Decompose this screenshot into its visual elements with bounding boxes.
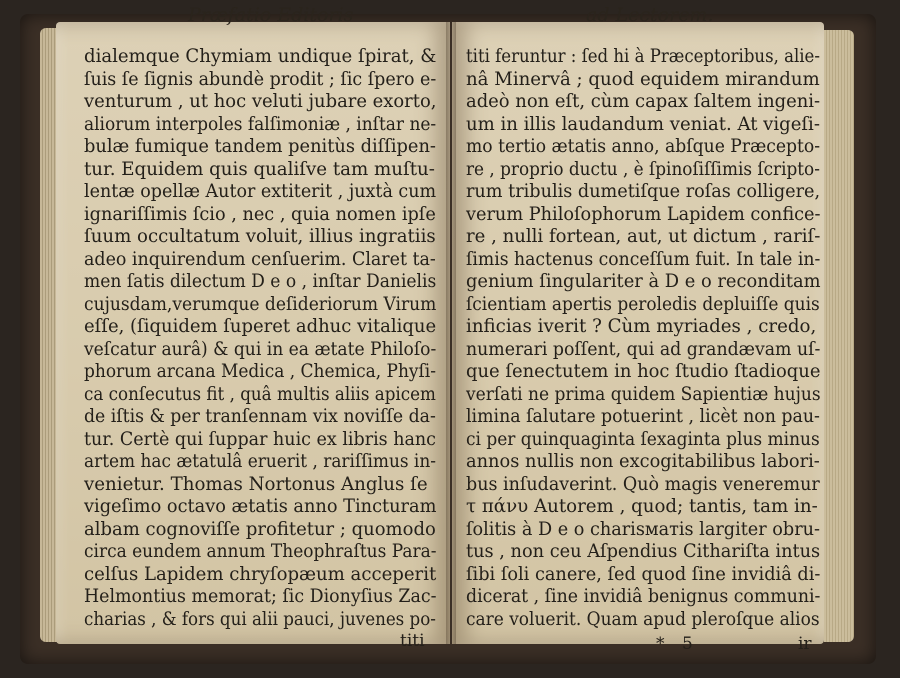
right-page-text (466, 46, 820, 631)
text-line: venturum , ut hoc veluti jubare exorto, (84, 91, 437, 112)
text-line: rum tribulis dumetiſque roſas colligere, (466, 181, 821, 202)
text-line: dialemque Chymiam undique ſpirat, & (84, 46, 437, 67)
text-line: de iſtis & per tranſennam vix noviſſe da- (84, 406, 436, 427)
text-line: ignariſſimis ſcio , nec , quia nomen ipſe (84, 203, 436, 225)
text-line: ſimis hactenus conceſſum fuit. In tale in- (466, 248, 821, 270)
text-line: dicerat , ſine invidiâ benignus communi- (466, 586, 821, 607)
text-line: que ſenectutem in hoc ſtudio ſtadioque (466, 361, 821, 382)
text-line: re , nulli fortean, aut, ut dictum , rariſ- (466, 226, 821, 247)
text-line: lentæ opellæ Autor extiterit , juxtà cum (84, 181, 437, 202)
text-line: phorum arcana Medica , Chemica, Phyſi- (84, 361, 436, 382)
text-line: tus , non ceu Aſpendius Cithariſta intus (466, 541, 821, 562)
right-running-header: ad Lectorem. (586, 4, 714, 26)
text-line: ſibi ſoli canere, ſed quod ſine invidiâ di- (466, 563, 821, 585)
text-line: numerari poſſent, qui ad grandævam uſ- (466, 338, 821, 360)
text-line: ſuis ſe ſignis abundè prodit ; ſic ſpero e- (84, 68, 437, 90)
text-line: genium ſingulariter à D e o reconditam (466, 271, 821, 292)
text-line: ſuum occultatum voluit, illius ingratiis (84, 226, 436, 247)
text-line: tur. Equidem quis qualiſve tam muſtu- (84, 158, 435, 180)
signature-number: 5 (682, 634, 693, 654)
text-line: ci per quinquaginta ſexaginta plus minus (466, 428, 820, 450)
text-line: charias , & fors qui alii pauci, juvenes po- (84, 608, 436, 630)
text-line: titi feruntur : ſed hi à Præceptoribus, alie- (466, 46, 820, 67)
text-line: adeo inquirendum cenſuerim. Claret ta- (84, 248, 436, 270)
signature-mark: * (656, 634, 665, 654)
text-line: inficias iverit ? Cùm myriades , credo, (466, 316, 817, 337)
text-line: um in illis laudandum veniat. At vigeſi- (466, 113, 820, 135)
text-line: verſati ne prima quidem Sapientiæ hujus (466, 383, 821, 405)
text-line: Helmontius memorat; ſic Dionyſius Zac- (84, 586, 437, 607)
text-line: limina ſalutare potuerint , licèt non pau- (466, 406, 820, 427)
left-catchword: titi (400, 631, 425, 651)
left-page-text (84, 46, 436, 631)
text-line: τ πάνυ Autorem , quod; tantis, tam in- (466, 496, 818, 517)
text-line: artem hac ætatulâ eruerit , rariſſimus in- (84, 451, 436, 472)
right-page-edges (824, 30, 854, 642)
right-catchword: ir (798, 634, 812, 654)
text-line: circa eundem annum Theophraſtus Para- (84, 541, 437, 562)
text-line: men ſatis dilectum D e o , inſtar Danielis (84, 271, 437, 292)
text-line: ca conſecutus fit , quâ multis aliis apicem (84, 383, 436, 405)
text-line: eſſe, (ſiquidem ſuperet adhuc vitalique (84, 316, 437, 337)
text-line: verum Philoſophorum Lapidem confice- (466, 203, 821, 225)
text-line: albam cognoviſſe profitetur ; quomodo (84, 518, 436, 540)
text-line: veſcatur aurâ) & qui in ea ætate Philoſo- (84, 338, 437, 360)
text-line: tur. Certè qui ſuppar huic ex libris hanc (84, 428, 436, 450)
text-line: re , proprio ductu , è ſpinoſiſſimis ſcripto- (466, 158, 820, 180)
text-line: mo tertio ætatis anno, abſque Præcepto- (466, 136, 821, 157)
text-line: ſolitis à D e o charisматis largiter obru- (466, 518, 820, 540)
text-line: bulæ fumique tandem penitùs diſſipen- (84, 136, 436, 157)
text-line: venietur. Thomas Nortonus Anglus ſe (84, 473, 428, 495)
book-gutter (446, 22, 456, 644)
text-line: annos nullis non excogitabilibus labori- (466, 451, 820, 472)
text-line: celſus Lapidem chryſopæum acceperit (84, 563, 437, 585)
text-line: cujusdam,verumque deſideriorum Virum (84, 293, 437, 315)
text-line: vigeſimo octavo ætatis anno Tincturam (84, 496, 437, 517)
text-line: aliorum interpoles falſimoniæ , inſtar ne- (84, 113, 437, 135)
text-line: nâ Minervâ ; quod equidem mirandum (466, 68, 820, 90)
left-running-header: Præfatio Editoris (188, 4, 354, 26)
text-line: ſcientiam apertis peroledis depluiſſe quis (466, 293, 820, 315)
text-line: bus inſudaverint. Quò magis veneremur (466, 473, 820, 495)
text-line: care voluerit. Quam apud pleroſque alios (466, 608, 820, 630)
text-line: adeò non eſt, cùm capax ſaltem ingeni- (466, 91, 821, 112)
